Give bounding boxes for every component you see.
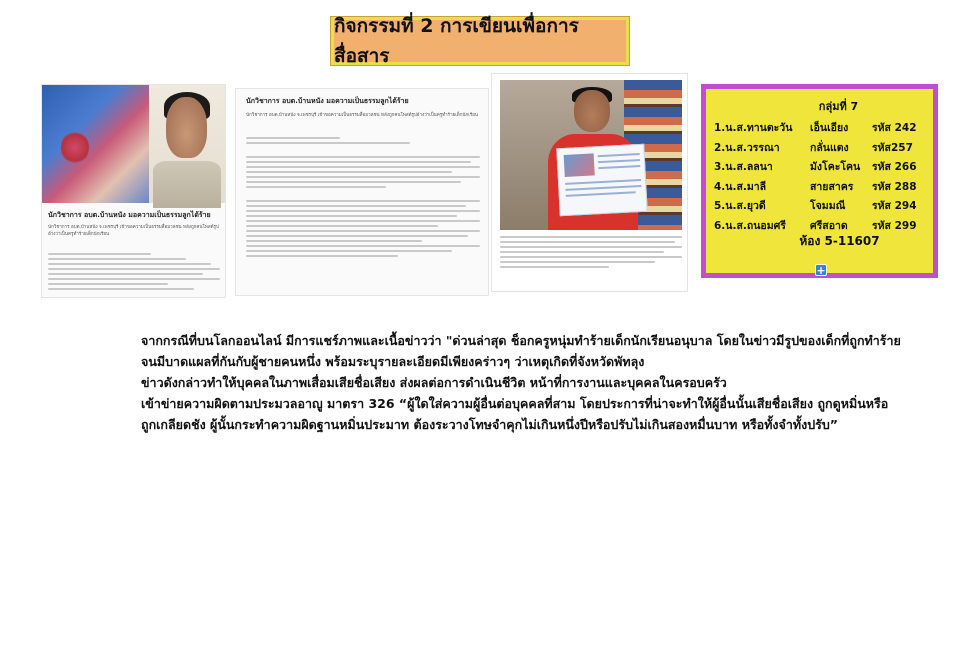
- member-row: 6.น.ส.ถนอมศรี ศรีสอาด รหัส 299: [714, 219, 917, 232]
- news-screenshot-2: [235, 88, 489, 296]
- article-text-lines: [246, 137, 480, 260]
- member-row: 2.น.ส.วรรณา กลั่นแตง รหัส257: [714, 141, 913, 154]
- member-row: 5.น.ส.ยุวดี โจมมณี รหัส 294: [714, 200, 917, 212]
- newspaper-printout: [556, 144, 647, 217]
- news-screenshot-3: [491, 73, 688, 292]
- news-headline: นักวิชาการ อบต.บ้านหนัง มอความเป็นธรรมลูกได้ร้าย: [48, 211, 211, 219]
- article-body: [66, 330, 906, 435]
- member-row: 1.น.ส.ทานตะวัน เอ็นเอียง รหัส 242: [714, 122, 917, 134]
- news-screenshot-1: [41, 84, 226, 298]
- news-headline: นักวิชาการ อบต.บ้านหนัง มอความเป็นธรรมลูกได้ร้าย: [246, 97, 409, 105]
- activity-title: กิจกรรมที่ 2 การเขียนเพื่อการสื่อสาร: [331, 17, 629, 65]
- member-row: 4.น.ส.มาลี สายสาคร รหัส 288: [714, 180, 917, 193]
- injured-child-photo: [42, 85, 149, 203]
- room-number: ห้อง 5-11607: [799, 234, 880, 248]
- group-title: กลุ่มที่ 7: [818, 100, 859, 113]
- man-portrait-photo: [149, 85, 225, 203]
- man-holding-document-photo: [500, 80, 682, 230]
- member-row: 3.น.ส.ลลนา มังโคะโคน รหัส 266: [714, 161, 917, 173]
- group-member-card: [701, 84, 938, 278]
- article-text-lines: [48, 253, 220, 293]
- news-subtext: นักวิชาการ อบต.บ้านหนัง จ.เพชรบุรี เข้าขอความเป็นธรรมสื่อมวลชน หลังถูกคนโพสต์รูปอ้างว่าเป็นครูทำร้ายเด็กนักเรียน: [246, 113, 478, 118]
- news-subtext: นักวิชาการ อบต.บ้านหนัง จ.เพชรบุรี เข้าขอความเป็นธรรมสื่อมวลชน หลังถูกคนโพสต์รูปอ้างว่าเป็นครูทำร้ายเด็กนักเรียน: [48, 225, 219, 237]
- paragraph-2: ข่าวดังกล่าวทำให้บุคคลในภาพเสื่อมเสียชื่อเสียง ส่งผลต่อการดำเนินชีวิต หน้าที่การงานและบุคคลในครอบครัว: [141, 375, 727, 390]
- article-text-lines: [500, 236, 682, 271]
- paragraph-1: จากกรณีที่บนโลกออนไลน์ มีการแชร์ภาพและเนื้อข่าวว่า "ด่วนล่าสุด ช็อกครูหนุ่มทำร้ายเด็กนักเรียนอนุบาล โดยในข่าวมีรูปของเด็กที่ถูกทำร้ายจนมีบาดแผลที่กันกับผู้ชายคนหนึ่ง พร้อมระบุรายละเอียดมีเพียงคร่าวๆ ว่าเหตุเกิดที่จังหวัดพัทลุง: [141, 333, 901, 369]
- news-photo: [42, 85, 225, 203]
- paragraph-3: เข้าข่ายความผิดตามประมวลอาญู มาตรา 326 “ผู้ใดใส่ความผู้อื่นต่อบุคคลที่สาม โดยประการที่น่าจะทำให้ผู้อื่นนั้นเสียชื่อเสียง ถูกดูหมิ่นหรือ ถูกเกลียดชัง ผู้นั้นกระทำความผิดฐานหมิ่นประมาท ต้องระวางโทษจำคุกไม่เกินหนึ่งปีหรือปรับไม่เกินสองหมื่นบาท หรือทั้งจำทั้งปรับ”: [141, 396, 889, 432]
- add-plus-button[interactable]: +: [816, 264, 826, 277]
